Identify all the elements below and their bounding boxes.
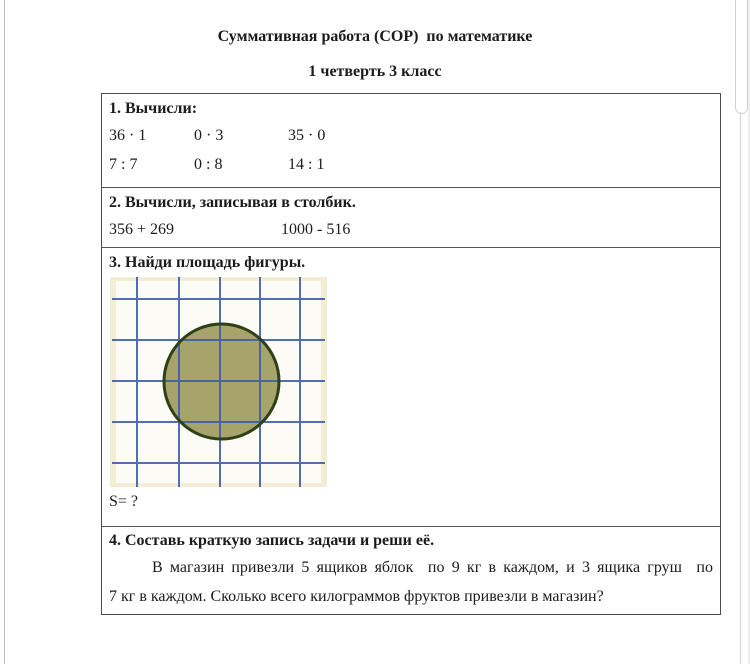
task-3-section — [102, 248, 720, 527]
grid-circle-figure — [110, 277, 327, 487]
document-title: Суммативная работа (СОР) по математике — [217, 28, 533, 45]
expression: 0 · 3 — [194, 127, 224, 144]
expression: 356 + 269 — [109, 221, 175, 238]
page-left-edge — [4, 0, 5, 664]
task-2-heading: 2. Вычисли, записывая в столбик. — [109, 194, 356, 211]
task-1-row-1 — [109, 121, 713, 150]
expression: 35 · 0 — [288, 127, 326, 144]
scrollbar-thumb[interactable] — [735, 0, 748, 114]
expression: 1000 - 516 — [281, 221, 351, 238]
task-4-heading: 4. Составь краткую запись задачи и реши её. — [109, 532, 435, 549]
task-1-section — [102, 94, 720, 188]
task-2-section — [102, 188, 720, 248]
task-4-text-line-1: В магазин привезли 5 ящиков яблок по 9 кг в каждом, и 3 ящика груш по — [152, 559, 713, 576]
task-4-text-line-2: 7 кг в каждом. Сколько всего килограммов фруктов привезли в магазин? — [109, 588, 604, 605]
expression: 0 : 8 — [194, 156, 223, 173]
task-4-section — [102, 527, 720, 614]
expression: 14 : 1 — [288, 156, 325, 173]
worksheet-table — [101, 93, 721, 615]
area-label: S= ? — [109, 493, 139, 510]
task-3-heading: 3. Найди площадь фигуры. — [109, 254, 306, 271]
expression: 36 · 1 — [109, 127, 147, 144]
document-subtitle: 1 четверть 3 класс — [308, 63, 442, 80]
expression: 7 : 7 — [109, 156, 138, 173]
scrollbar-track[interactable] — [740, 112, 741, 664]
task-2-row — [109, 215, 713, 244]
task-1-row-2 — [109, 150, 713, 179]
area-figure — [110, 277, 327, 487]
task-1-heading: 1. Вычисли: — [109, 100, 198, 117]
